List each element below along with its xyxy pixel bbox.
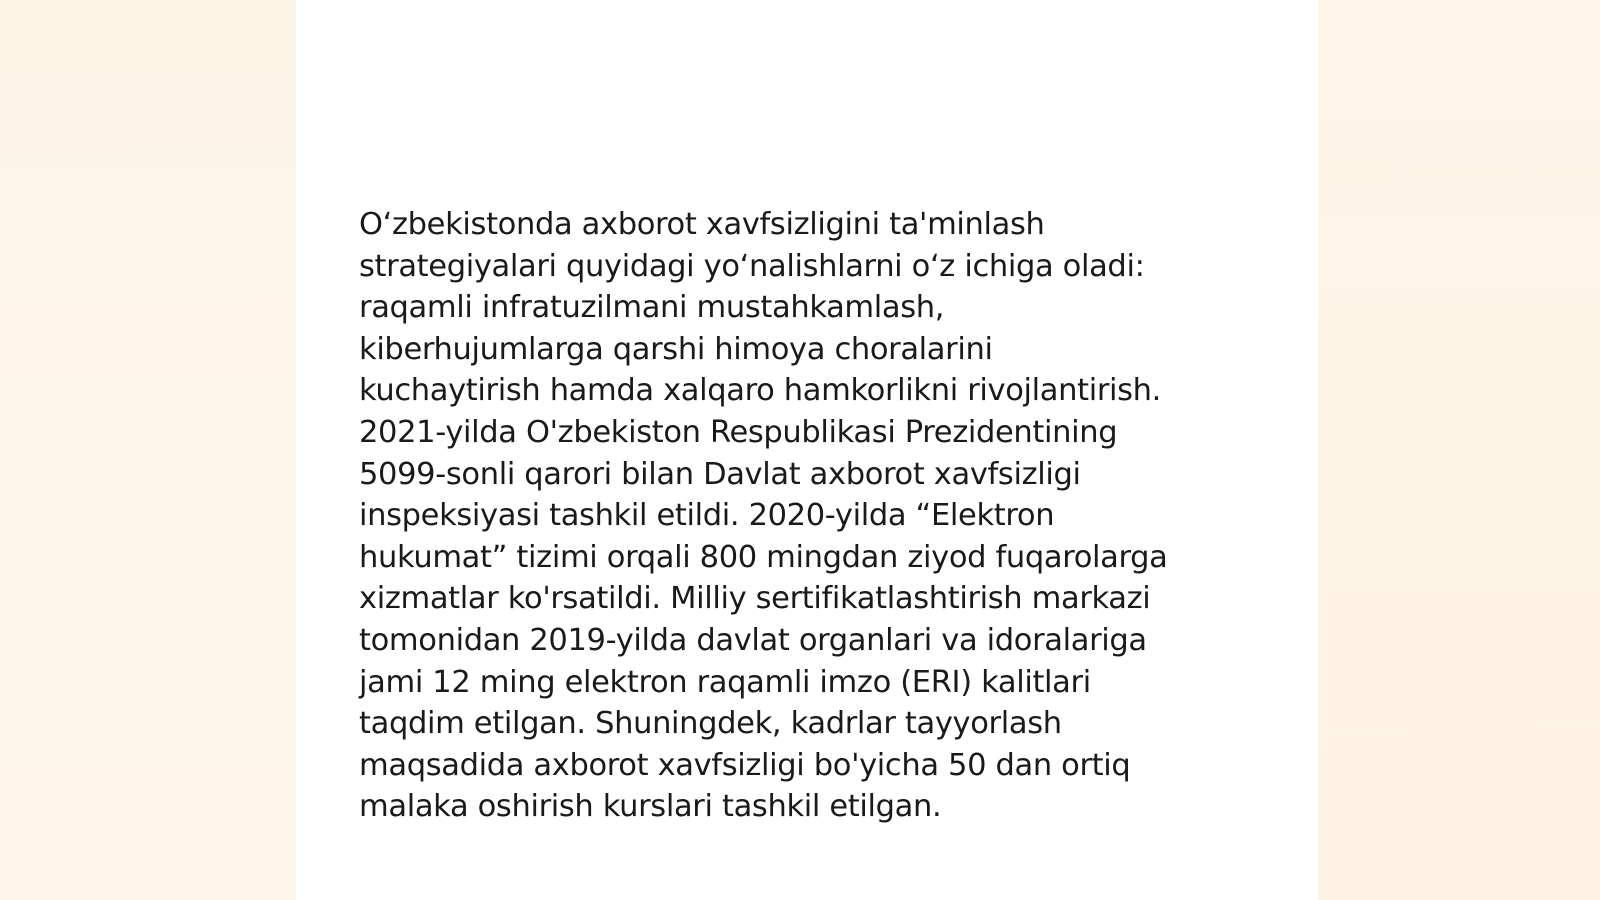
text-line: 5099-sonli qarori bilan Davlat axborot xavfsizligi <box>359 456 1081 492</box>
right-margin-background <box>1318 0 1600 900</box>
text-line: malaka oshirish kurslari tashkil etilgan. <box>359 789 942 825</box>
left-margin-background <box>0 0 296 900</box>
text-line: 2021-yilda O'zbekiston Respublikasi Prezidentining <box>359 414 1118 450</box>
text-line: xizmatlar ko'rsatildi. Milliy sertifikatlashtirish markazi <box>359 581 1151 617</box>
text-line: tomonidan 2019-yilda davlat organlari va idoralariga <box>359 622 1147 658</box>
text-line: kuchaytirish hamda xalqaro hamkorlikni rivojlantirish. <box>359 373 1161 409</box>
text-line: jami 12 ming elektron raqamli imzo (ERI) kalitlari <box>359 664 1091 700</box>
text-line: hukumat” tizimi orqali 800 mingdan ziyod fuqarolarga <box>359 539 1168 575</box>
text-line: raqamli infratuzilmani mustahkamlash, <box>359 290 945 326</box>
text-line: kiberhujumlarga qarshi himoya choralarini <box>359 331 993 367</box>
text-line: Oʻzbekistonda axborot xavfsizligini ta'minlash <box>359 207 1045 242</box>
text-line: taqdim etilgan. Shuningdek, kadrlar tayyorlash <box>359 706 1062 742</box>
text-line: maqsadida axborot xavfsizligi bo'yicha 50 dan ortiq <box>359 747 1131 783</box>
text-line: strategiyalari quyidagi yoʻnalishlarni oʻz ichiga oladi: <box>359 248 1145 284</box>
document-page <box>296 0 1318 900</box>
text-line: inspeksiyasi tashkil etildi. 2020-yilda “Elektron <box>359 498 1055 534</box>
body-paragraph <box>359 204 1259 828</box>
